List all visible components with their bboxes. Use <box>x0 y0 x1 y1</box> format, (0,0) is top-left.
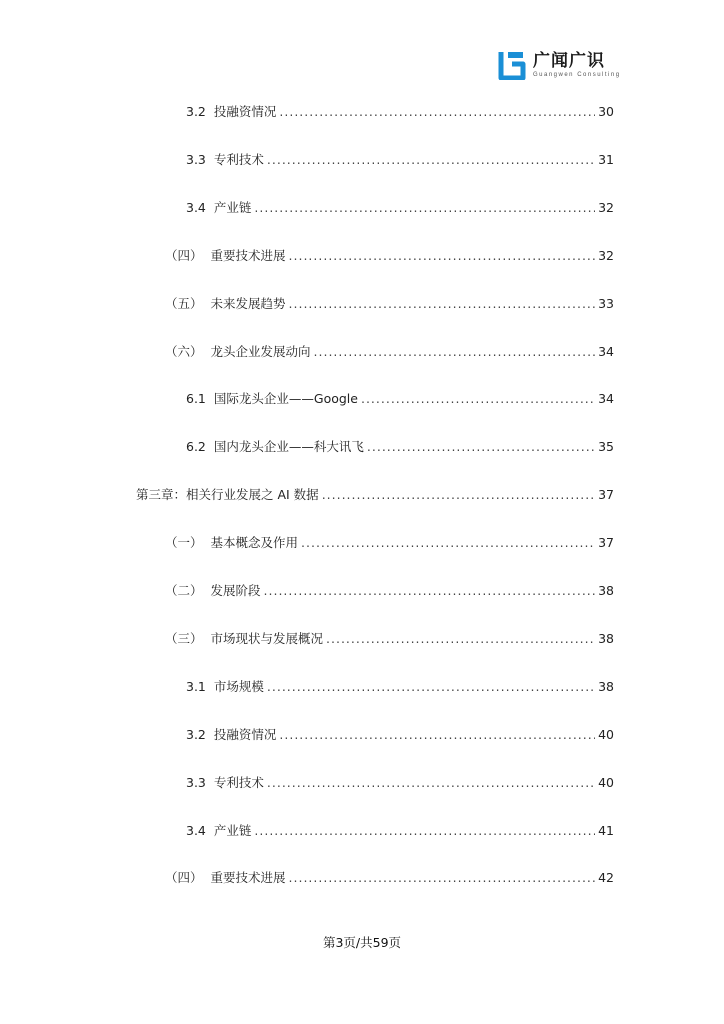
toc-dot-leader <box>254 200 595 216</box>
logo-english-text: Guangwen Consulting <box>533 72 621 78</box>
toc-entry-number: 3.3 <box>186 152 206 167</box>
toc-entry-number: 6.1 <box>186 391 206 406</box>
toc-dot-leader <box>267 775 595 791</box>
toc-dot-leader <box>264 583 596 599</box>
toc-entry-title: 国内龙头企业——科大讯飞 <box>213 439 364 454</box>
toc-entry-page-number: 38 <box>598 583 614 598</box>
toc-entry-title: 专利技术 <box>213 152 264 167</box>
toc-entry-page-number: 38 <box>598 631 614 646</box>
toc-entry[interactable] <box>186 104 614 120</box>
toc-entry-page-number: 35 <box>598 439 614 454</box>
toc-entry-title: 重要技术进展 <box>210 248 286 263</box>
toc-entry-number: 3.3 <box>186 775 206 790</box>
toc-dot-leader <box>267 679 595 695</box>
toc-entry-number: 3.4 <box>186 200 206 215</box>
toc-entry-title: 国际龙头企业——Google <box>213 391 358 406</box>
toc-dot-leader <box>267 152 595 168</box>
toc-entry-page-number: 38 <box>598 679 614 694</box>
toc-entry-page-number: 34 <box>598 344 614 359</box>
toc-entry[interactable] <box>165 296 614 312</box>
toc-entry[interactable] <box>165 248 614 264</box>
toc-dot-leader <box>289 296 596 312</box>
toc-entry[interactable] <box>165 535 614 551</box>
guangwen-logo-icon <box>497 50 527 80</box>
toc-entry-title: 重要技术进展 <box>210 870 286 885</box>
toc-entry-page-number: 40 <box>598 727 614 742</box>
toc-entry-page-number: 41 <box>598 823 614 838</box>
toc-entry[interactable] <box>186 823 614 839</box>
toc-entry-title: 投融资情况 <box>213 104 277 119</box>
toc-entry-page-number: 40 <box>598 775 614 790</box>
toc-entry-title: 产业链 <box>213 200 252 215</box>
toc-entry[interactable] <box>186 727 614 743</box>
toc-entry[interactable] <box>165 583 614 599</box>
toc-entry-page-number: 32 <box>598 200 614 215</box>
toc-dot-leader <box>279 104 595 120</box>
logo-chinese-text: 广闻广识 <box>533 51 605 71</box>
toc-entry[interactable] <box>136 487 614 503</box>
toc-entry-number: （六） <box>165 344 203 359</box>
toc-dot-leader <box>322 487 595 503</box>
toc-entry-number: 3.2 <box>186 104 206 119</box>
company-logo <box>497 50 621 80</box>
toc-entry-number: 6.2 <box>186 439 206 454</box>
toc-entry-number: 3.1 <box>186 679 206 694</box>
toc-entry-title: 未来发展趋势 <box>210 296 286 311</box>
toc-entry-number: 3.4 <box>186 823 206 838</box>
toc-entry[interactable] <box>186 152 614 168</box>
toc-entry[interactable] <box>186 391 614 407</box>
toc-dot-leader <box>289 248 596 264</box>
toc-dot-leader <box>254 823 595 839</box>
toc-entry-number: （四） <box>165 870 203 885</box>
toc-entry-number: （一） <box>165 535 203 550</box>
toc-dot-leader <box>361 391 595 407</box>
toc-entry-number: 3.2 <box>186 727 206 742</box>
toc-entry[interactable] <box>186 200 614 216</box>
toc-entry-page-number: 42 <box>598 870 614 885</box>
toc-dot-leader <box>326 631 595 647</box>
toc-entry-title: 市场规模 <box>213 679 264 694</box>
toc-entry[interactable] <box>186 679 614 695</box>
toc-dot-leader <box>289 870 596 886</box>
toc-entry-page-number: 31 <box>598 152 614 167</box>
toc-entry-page-number: 34 <box>598 391 614 406</box>
toc-entry-page-number: 30 <box>598 104 614 119</box>
toc-entry-title: 产业链 <box>213 823 252 838</box>
toc-dot-leader <box>279 727 595 743</box>
toc-dot-leader <box>367 439 595 455</box>
toc-entry-title: 龙头企业发展动向 <box>210 344 311 359</box>
toc-entry-number: （四） <box>165 248 203 263</box>
toc-entry-title: 基本概念及作用 <box>210 535 299 550</box>
toc-entry-title: 发展阶段 <box>210 583 261 598</box>
toc-entry-page-number: 37 <box>598 487 614 502</box>
toc-entry[interactable] <box>165 344 614 360</box>
toc-entry-page-number: 32 <box>598 248 614 263</box>
toc-entry-title: 第三章：相关行业发展之 AI 数据 <box>136 487 319 502</box>
toc-entry-title: 市场现状与发展概况 <box>210 631 324 646</box>
toc-entry-title: 专利技术 <box>213 775 264 790</box>
toc-entry[interactable] <box>186 775 614 791</box>
toc-entry[interactable] <box>186 439 614 455</box>
toc-entry-number: （二） <box>165 583 203 598</box>
toc-entry-page-number: 33 <box>598 296 614 311</box>
toc-entry[interactable] <box>165 870 614 886</box>
toc-dot-leader <box>314 344 596 360</box>
toc-entry-title: 投融资情况 <box>213 727 277 742</box>
toc-dot-leader <box>301 535 595 551</box>
toc-entry[interactable] <box>165 631 614 647</box>
toc-entry-page-number: 37 <box>598 535 614 550</box>
page-number-footer: 第3页/共59页 <box>322 935 402 950</box>
toc-entry-number: （三） <box>165 631 203 646</box>
toc-entry-number: （五） <box>165 296 203 311</box>
